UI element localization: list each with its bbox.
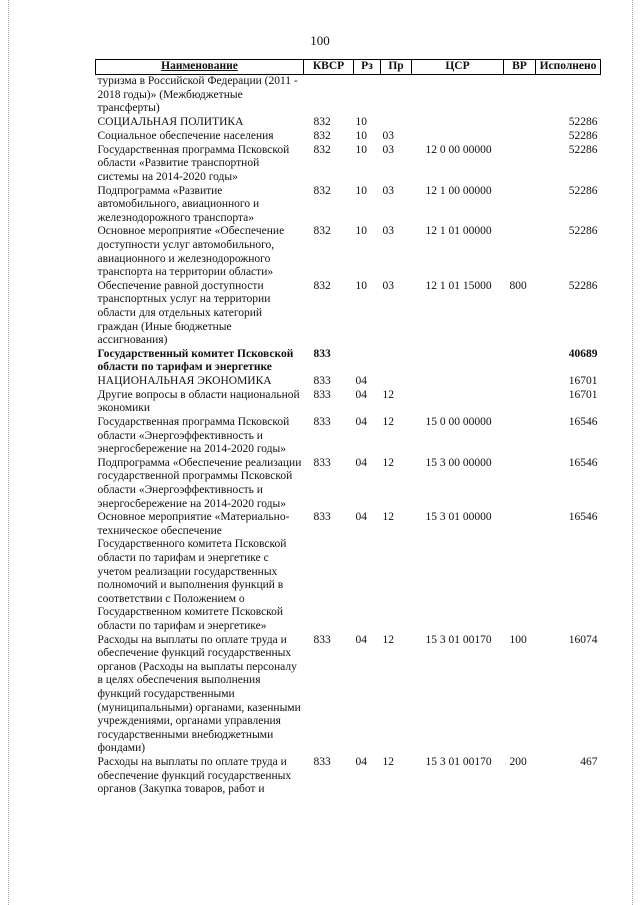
header-kvsr: КВСР: [304, 60, 354, 75]
cell-vr: 200: [509, 755, 527, 768]
table-row: [96, 375, 601, 389]
table-row: [96, 511, 601, 633]
cell-rz: 04: [355, 416, 367, 429]
cell-kvsr: 832: [313, 184, 331, 197]
cell-csr: 12 1 01 00000: [425, 225, 492, 238]
cell-vr: [504, 116, 536, 130]
cell-name: Другие вопросы в области национальной экономики: [97, 388, 300, 415]
cell-amount: 467: [580, 755, 598, 768]
cell-name: туризма в Российской Федерации (2011 - 2018 годы)» (Межбюджетные трансферты): [97, 75, 298, 115]
cell-vr: 100: [509, 633, 527, 646]
cell-kvsr: 833: [313, 347, 331, 360]
cell-name: Социальное обеспечение населения: [97, 129, 274, 142]
cell-csr: [412, 375, 504, 389]
cell-name: Государственный комитет Псковской области по тарифам и энергетике: [97, 347, 294, 374]
cell-amount: [536, 75, 601, 116]
cell-kvsr: 833: [313, 755, 331, 768]
page-number: 100: [310, 33, 330, 48]
cell-vr: [504, 457, 536, 511]
cell-csr: 15 0 00 00000: [425, 416, 492, 429]
cell-rz: 04: [355, 374, 367, 387]
cell-pr: 12: [382, 511, 394, 524]
table-row: [96, 225, 601, 279]
cell-pr: [381, 75, 412, 116]
cell-rz: 04: [355, 511, 367, 524]
table-row: [96, 416, 601, 457]
table-row: [96, 130, 601, 144]
cell-pr: 12: [382, 456, 394, 469]
cell-csr: 15 3 01 00000: [425, 511, 492, 524]
cell-name: СОЦИАЛЬНАЯ ПОЛИТИКА: [97, 115, 244, 128]
table-body: [96, 75, 601, 797]
scan-edge-right: [632, 0, 633, 905]
table-row: [96, 457, 601, 511]
cell-vr: [504, 185, 536, 226]
cell-name: Расходы на выплаты по оплате труда и обеспечение функций государственных органов (Расходы на выплаты персоналу в целях обеспечения выполнения функций государственными (муниципальными) органами, казенными учреждениями, органами управления государственными внебюджетными фондами): [97, 633, 301, 755]
header-csr: ЦСР: [412, 60, 504, 75]
cell-name: Государственная программа Псковской области «Развитие транспортной системы на 2014-2020 годы»: [97, 143, 290, 183]
cell-pr: 12: [382, 755, 394, 768]
cell-name: Основное мероприятие «Материально-техническое обеспечение Государственного комитета Псковской области по тарифам и энергетике с учетом реализации государственных полномочий и выполнения функций в соответствии с Положением о Государственном комитете Псковской области по тарифам и энергетике»: [97, 511, 290, 632]
cell-csr: [412, 130, 504, 144]
table-row: [96, 756, 601, 797]
cell-rz: 04: [355, 388, 367, 401]
cell-vr: [504, 130, 536, 144]
cell-rz: 10: [355, 279, 367, 292]
cell-pr: 03: [382, 129, 394, 142]
cell-vr: [504, 348, 536, 375]
table-row: [96, 348, 601, 375]
table-row: [96, 116, 601, 130]
cell-kvsr: 832: [313, 279, 331, 292]
cell-vr: [504, 75, 536, 116]
cell-rz: 10: [355, 184, 367, 197]
cell-kvsr: 833: [313, 633, 331, 646]
cell-name: Расходы на выплаты по оплате труда и обеспечение функций государственных органов (Закупка товаров, работ и: [97, 755, 292, 796]
cell-pr: 12: [382, 416, 394, 429]
table-row: [96, 280, 601, 348]
cell-csr: [412, 389, 504, 416]
cell-pr: 03: [382, 225, 394, 238]
cell-name: Государственная программа Псковской области «Энергоэффективность и энергосбережение на 2014-2020 годы»: [97, 416, 290, 456]
cell-rz: 10: [355, 143, 367, 156]
cell-kvsr: 832: [313, 225, 331, 238]
header-vr: ВР: [504, 60, 536, 75]
cell-name: Обеспечение равной доступности транспортных услуг на территории области для отдельных категорий граждан (Иные бюджетные ассигнования): [97, 279, 271, 347]
cell-rz: [354, 75, 381, 116]
cell-kvsr: 832: [313, 115, 331, 128]
cell-kvsr: [304, 75, 354, 116]
cell-rz: 04: [355, 633, 367, 646]
cell-csr: 15 3 00 00000: [425, 456, 492, 469]
cell-kvsr: 833: [313, 388, 331, 401]
cell-pr: [381, 116, 412, 130]
cell-pr: 03: [382, 184, 394, 197]
cell-rz: 10: [355, 115, 367, 128]
header-rz: Рз: [354, 60, 381, 75]
cell-rz: 04: [355, 755, 367, 768]
cell-vr: [504, 225, 536, 279]
cell-pr: 03: [382, 143, 394, 156]
cell-kvsr: 832: [313, 143, 331, 156]
budget-table: [95, 59, 601, 797]
cell-amount: 52286: [568, 279, 598, 292]
cell-csr: 12 1 01 15000: [425, 279, 492, 292]
cell-pr: [381, 375, 412, 389]
cell-csr: 15 3 01 00170: [425, 755, 492, 768]
scan-edge-left: [8, 0, 9, 905]
cell-vr: [504, 511, 536, 633]
cell-csr: [412, 116, 504, 130]
cell-name: НАЦИОНАЛЬНАЯ ЭКОНОМИКА: [97, 374, 272, 387]
cell-csr: 12 1 00 00000: [425, 184, 492, 197]
header-pr: Пр: [381, 60, 412, 75]
cell-csr: 12 0 00 00000: [425, 143, 492, 156]
header-name: Наименование: [96, 60, 304, 75]
cell-kvsr: 832: [313, 129, 331, 142]
cell-rz: [354, 348, 381, 375]
cell-csr: [412, 348, 504, 375]
cell-vr: [504, 416, 536, 457]
cell-name: Подпрограмма «Обеспечение реализации государственной программы Псковской области «Энергоэффективность и энергосбережение на 2014-2020 годы»: [97, 456, 302, 510]
table-row: [96, 144, 601, 185]
cell-pr: [381, 348, 412, 375]
cell-pr: 12: [382, 633, 394, 646]
cell-amount: 52286: [568, 115, 598, 128]
cell-rz: 04: [355, 456, 367, 469]
cell-vr: [504, 389, 536, 416]
cell-amount: 16701: [568, 374, 598, 387]
table-row: [96, 75, 601, 116]
cell-amount: 16546: [568, 416, 598, 429]
cell-csr: 15 3 01 00170: [425, 633, 492, 646]
table-row: [96, 185, 601, 226]
header-amount: Исполнено: [536, 60, 601, 75]
cell-kvsr: 833: [313, 456, 331, 469]
cell-amount: 52286: [568, 129, 598, 142]
cell-vr: [504, 144, 536, 185]
cell-amount: 40689: [568, 347, 598, 360]
cell-amount: 52286: [568, 225, 598, 238]
table-header-row: [96, 60, 601, 75]
cell-rz: 10: [355, 129, 367, 142]
cell-amount: 16546: [568, 511, 598, 524]
cell-amount: 52286: [568, 184, 598, 197]
cell-name: Подпрограмма «Развитие автомобильного, авиационного и железнодорожного транспорта»: [97, 184, 260, 224]
cell-pr: 03: [382, 279, 394, 292]
cell-amount: 16074: [568, 633, 598, 646]
cell-csr: [412, 75, 504, 116]
cell-name: Основное мероприятие «Обеспечение доступности услуг автомобильного, авиационного и железнодорожного транспорта на территории области»: [97, 225, 285, 279]
table-row: [96, 389, 601, 416]
cell-amount: 52286: [568, 143, 598, 156]
cell-amount: 16546: [568, 456, 598, 469]
cell-pr: 12: [382, 388, 394, 401]
cell-rz: 10: [355, 225, 367, 238]
cell-kvsr: 833: [313, 374, 331, 387]
cell-kvsr: 833: [313, 511, 331, 524]
table-row: [96, 634, 601, 756]
cell-kvsr: 833: [313, 416, 331, 429]
cell-vr: 800: [509, 279, 527, 292]
cell-vr: [504, 375, 536, 389]
cell-amount: 16701: [568, 388, 598, 401]
